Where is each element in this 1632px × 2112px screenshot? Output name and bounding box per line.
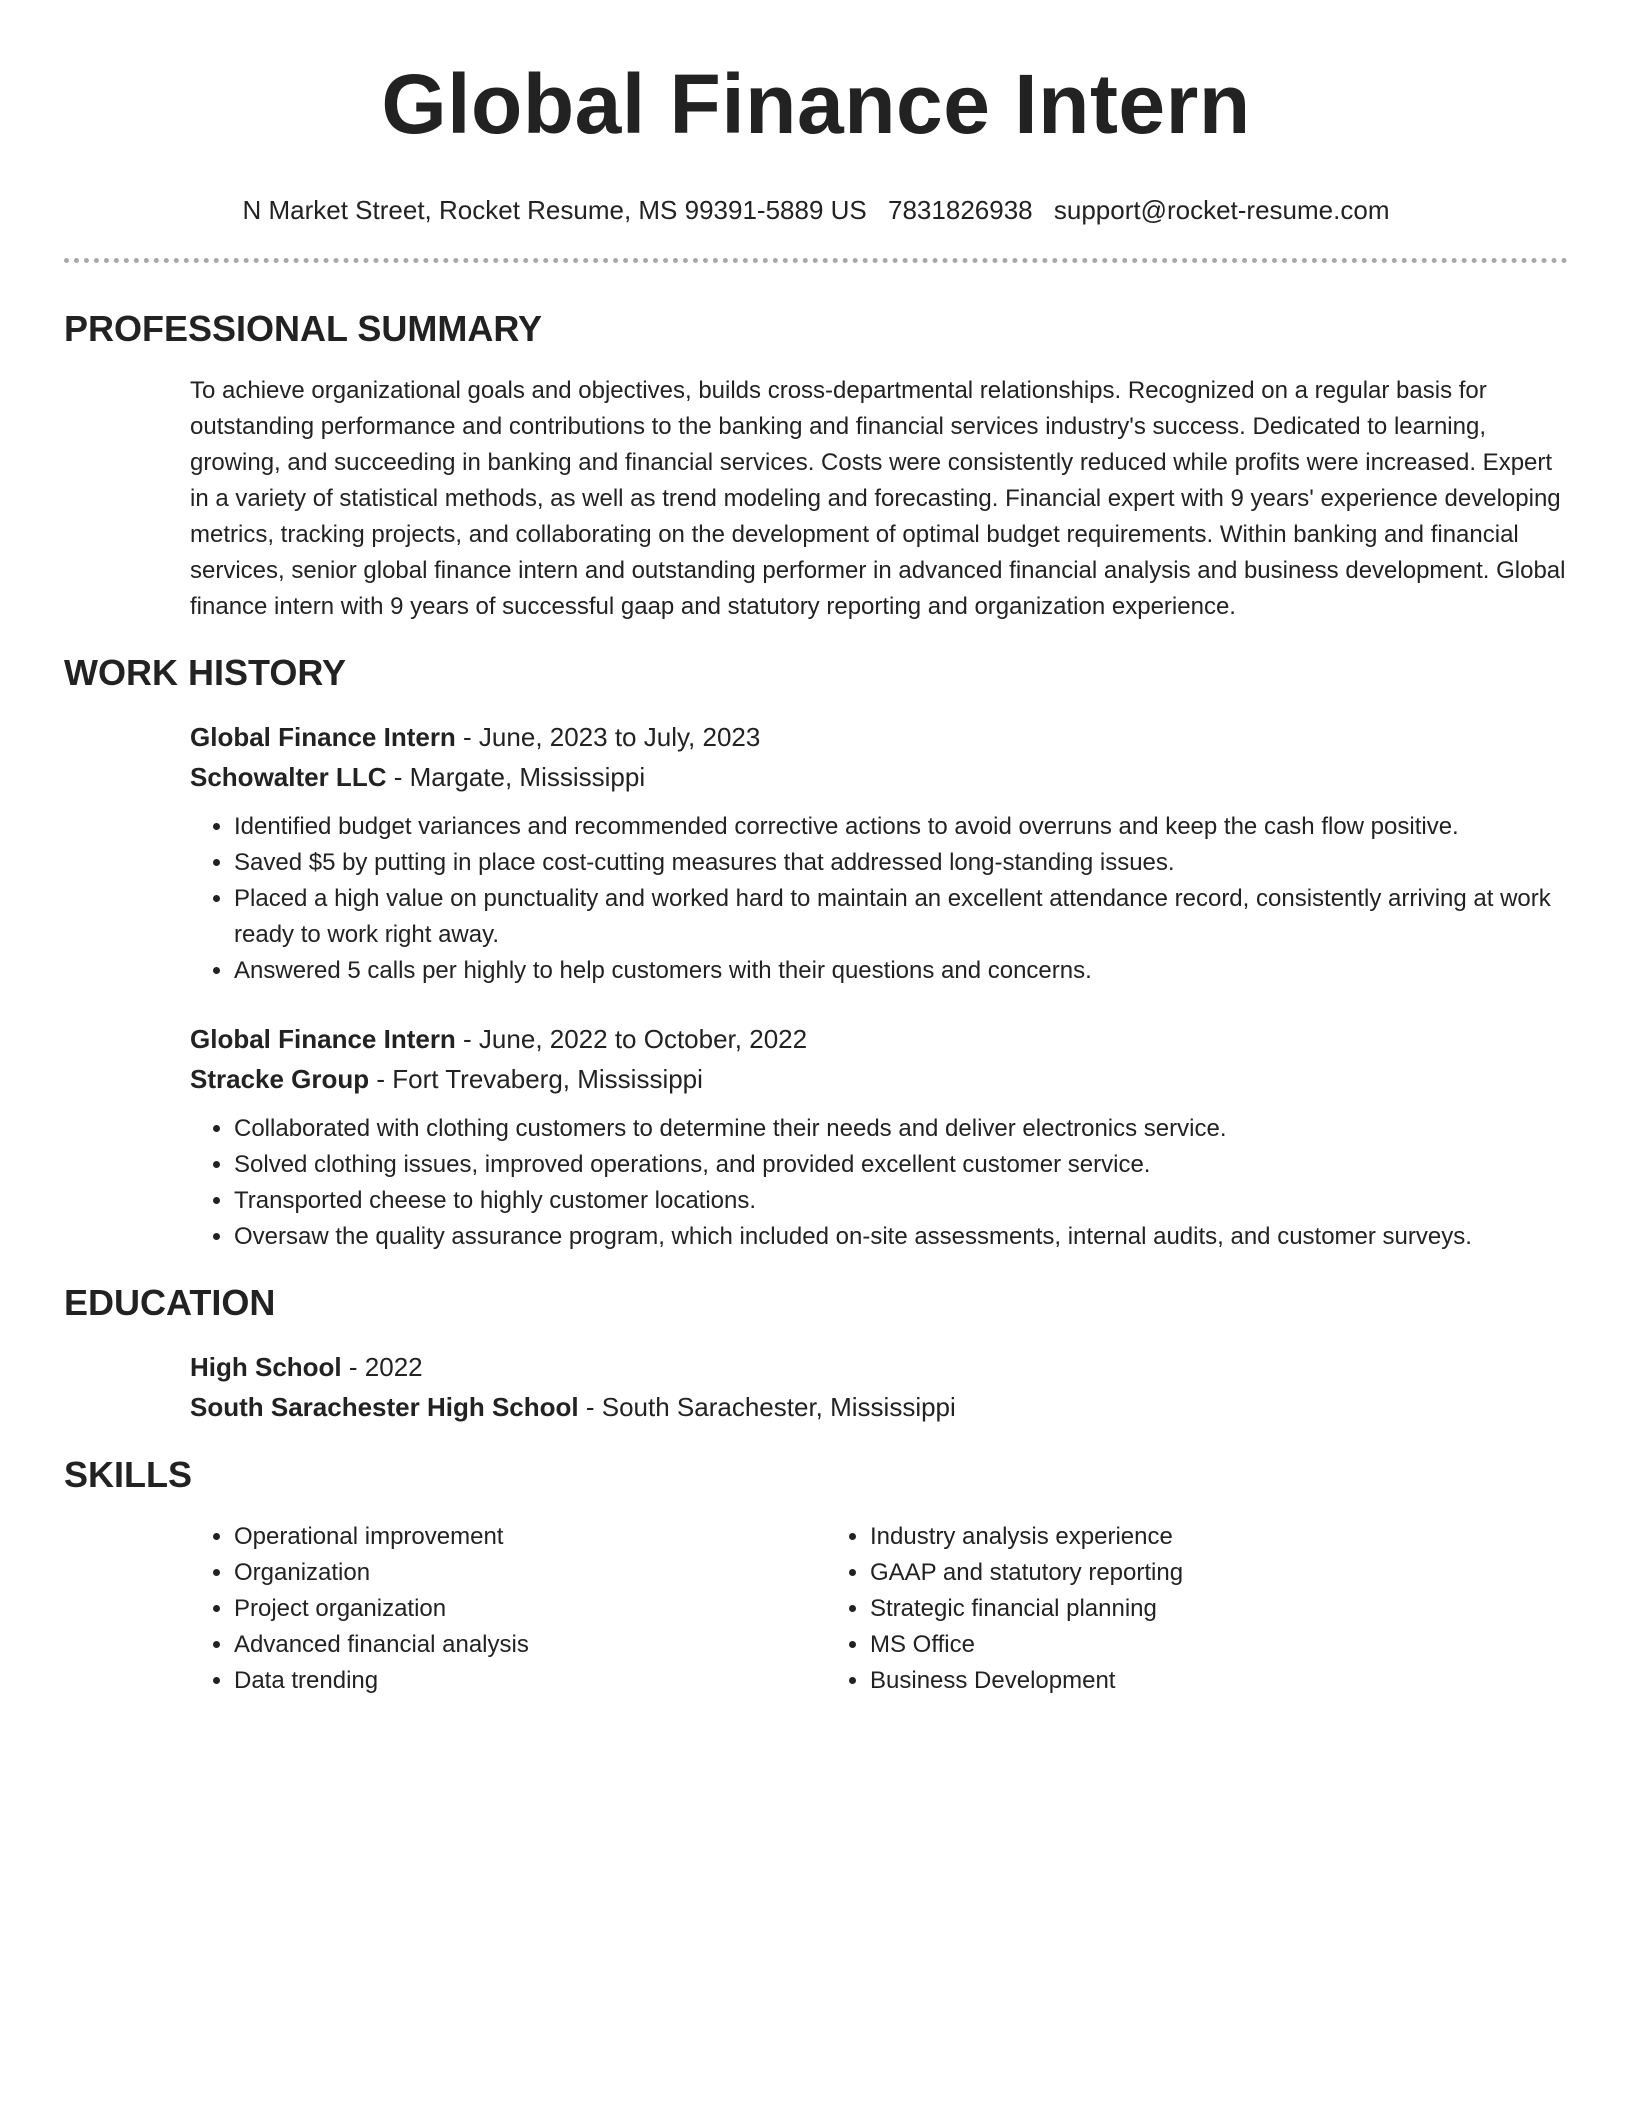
- job-bullets: [190, 809, 1568, 989]
- job-dates: - June, 2022 to October, 2022: [455, 1024, 808, 1054]
- education-entry: [190, 1347, 1568, 1427]
- job-entry: [190, 1019, 1568, 1255]
- job-bullet: • Answered 5 calls per highly to help customers with their questions and concerns.: [234, 953, 1568, 989]
- skill-item: • MS Office: [870, 1627, 1462, 1663]
- job-dates: - June, 2023 to July, 2023: [455, 722, 761, 752]
- header-divider: [64, 258, 1568, 263]
- skill-item: • Operational improvement: [234, 1519, 826, 1555]
- job-bullet: • Identified budget variances and recommended corrective actions to avoid overruns and keep the cash flow positive.: [234, 809, 1568, 845]
- job-bullet: • Solved clothing issues, improved operations, and provided excellent customer service.: [234, 1147, 1568, 1183]
- section-title-skills: SKILLS: [64, 1454, 193, 1495]
- job-company: Schowalter LLC: [190, 762, 387, 792]
- education-year: - 2022: [341, 1352, 423, 1382]
- job-company: Stracke Group: [190, 1064, 370, 1094]
- job-bullets: [190, 1111, 1568, 1255]
- section-title-summary: PROFESSIONAL SUMMARY: [64, 308, 543, 349]
- job-role: Global Finance Intern: [190, 722, 456, 752]
- skills-list-left: [190, 1519, 826, 1699]
- job-bullet: • Saved $5 by putting in place cost-cutting measures that addressed long-standing issues.: [234, 845, 1568, 881]
- job-bullet: • Placed a high value on punctuality and worked hard to maintain an excellent attendance record, consistently arriving at work ready to work right away.: [234, 881, 1568, 953]
- contact-line: [64, 194, 1568, 226]
- section-professional-summary: [64, 307, 1568, 625]
- job-bullet: • Collaborated with clothing customers to determine their needs and deliver electronics service.: [234, 1111, 1568, 1147]
- education-location: - South Sarachester, Mississippi: [578, 1392, 956, 1422]
- skill-item: • Industry analysis experience: [870, 1519, 1462, 1555]
- job-location: - Fort Trevaberg, Mississippi: [369, 1064, 703, 1094]
- job-location: - Margate, Mississippi: [386, 762, 646, 792]
- skill-item: • Business Development: [870, 1663, 1462, 1699]
- section-work-history: [64, 651, 1568, 1255]
- skill-item: • Project organization: [234, 1591, 826, 1627]
- contact-address: N Market Street, Rocket Resume, MS 99391-5889 US: [242, 195, 867, 225]
- section-title-education: EDUCATION: [64, 1282, 276, 1323]
- education-degree: High School: [190, 1352, 342, 1382]
- education-degree-line: [190, 1347, 1568, 1387]
- skill-item: • Advanced financial analysis: [234, 1627, 826, 1663]
- summary-text: To achieve organizational goals and objectives, builds cross-departmental relationships. Recognized on a regular basis for outstanding performance and contributions to the banking and financial services industry's success. Dedicated to learning, growing, and succeeding in banking and financial services. Costs were consistently reduced while profits were increased. Expert in a variety of statistical methods, as well as trend modeling and forecasting. Financial expert with 9 years' experience developing metrics, tracking projects, and collaborating on the development of optimal budget requirements. Within banking and financial services, senior global finance intern and outstanding performer in advanced financial analysis and business development. Global finance intern with 9 years of successful gaap and statutory reporting and organization experience.: [190, 377, 1566, 620]
- section-education: [64, 1281, 1568, 1427]
- job-title-line: [190, 717, 1568, 757]
- job-bullet: • Transported cheese to highly customer locations.: [234, 1183, 1568, 1219]
- education-school: South Sarachester High School: [190, 1392, 579, 1422]
- job-company-line: [190, 1059, 1568, 1099]
- job-company-line: [190, 757, 1568, 797]
- section-skills: [64, 1453, 1568, 1699]
- job-role: Global Finance Intern: [190, 1024, 456, 1054]
- skill-item: • Strategic financial planning: [870, 1591, 1462, 1627]
- skills-columns: [190, 1519, 1568, 1699]
- section-title-work: WORK HISTORY: [64, 652, 347, 693]
- skills-list-right: [826, 1519, 1462, 1699]
- job-title-line: [190, 1019, 1568, 1059]
- skill-item: • Data trending: [234, 1663, 826, 1699]
- contact-phone: 7831826938: [888, 195, 1033, 225]
- job-bullet: • Oversaw the quality assurance program, which included on-site assessments, internal audits, and customer surveys.: [234, 1219, 1568, 1255]
- skill-item: • GAAP and statutory reporting: [870, 1555, 1462, 1591]
- skill-item: • Organization: [234, 1555, 826, 1591]
- education-school-line: [190, 1387, 1568, 1427]
- job-entry: [190, 717, 1568, 989]
- resume-name: Global Finance Intern: [381, 57, 1251, 151]
- contact-email: support@rocket-resume.com: [1053, 195, 1390, 225]
